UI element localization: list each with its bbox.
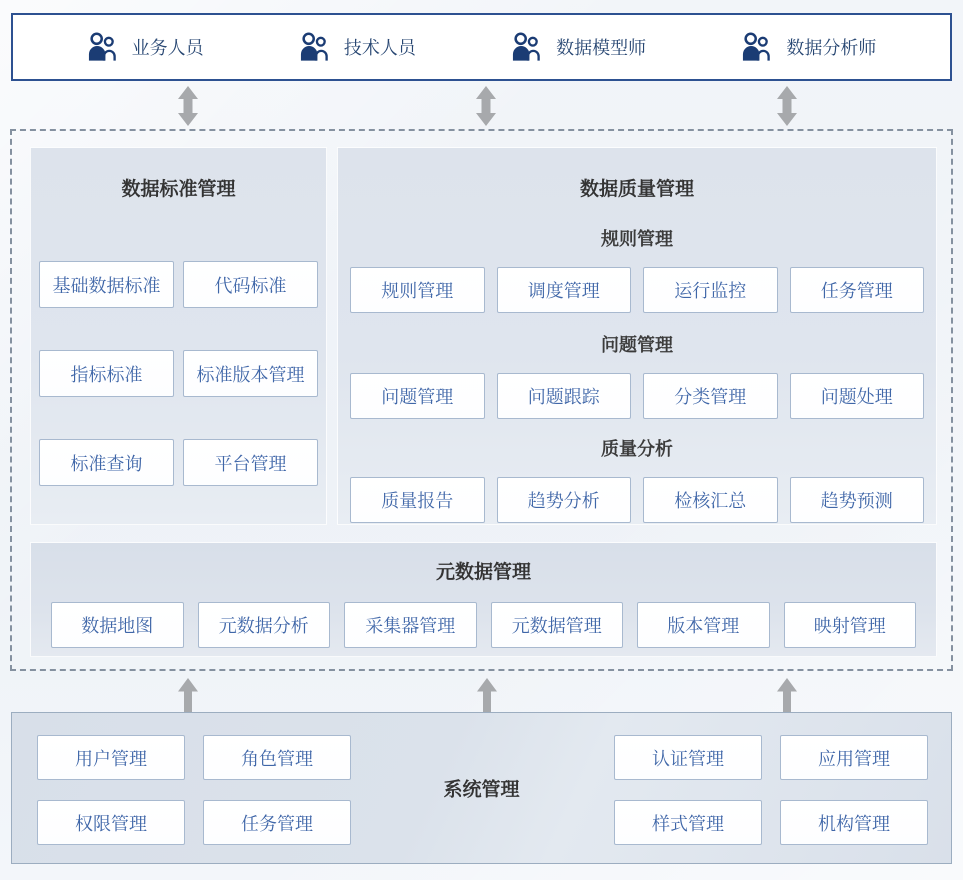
panel-metadata — [30, 542, 937, 657]
up-arrow-icon — [776, 678, 798, 712]
panel-title: 系统管理 — [443, 779, 520, 801]
role-item — [87, 31, 204, 63]
role-item — [741, 31, 876, 63]
module-button[interactable]: 平台管理 — [183, 439, 318, 486]
module-button[interactable]: 质量报告 — [350, 477, 485, 523]
module-button[interactable]: 分类管理 — [643, 373, 778, 419]
people-icon — [299, 31, 330, 63]
panel-title: 数据质量管理 — [579, 179, 694, 200]
panel-system-management — [11, 712, 952, 864]
module-button[interactable]: 任务管理 — [203, 800, 351, 845]
module-button[interactable]: 用户管理 — [37, 735, 185, 780]
role-item — [511, 31, 646, 63]
module-button[interactable]: 元数据管理 — [491, 602, 624, 648]
module-button[interactable]: 问题跟踪 — [497, 373, 632, 419]
standard-buttons-grid — [31, 261, 326, 486]
quality-issue-row — [338, 373, 936, 419]
module-button[interactable]: 趋势分析 — [497, 477, 632, 523]
module-button[interactable]: 认证管理 — [614, 735, 762, 780]
module-button[interactable]: 调度管理 — [497, 267, 632, 313]
up-arrow-icon — [177, 678, 199, 712]
role-label: 技术人员 — [343, 38, 416, 58]
module-button[interactable]: 检核汇总 — [643, 477, 778, 523]
module-button[interactable]: 标准查询 — [39, 439, 174, 486]
module-button[interactable]: 版本管理 — [637, 602, 770, 648]
people-icon — [511, 31, 542, 63]
people-icon — [87, 31, 118, 63]
module-button[interactable]: 角色管理 — [203, 735, 351, 780]
role-label: 业务人员 — [131, 38, 204, 58]
panel-data-standard — [30, 147, 327, 525]
module-button[interactable]: 问题处理 — [790, 373, 925, 419]
metadata-buttons-row — [31, 602, 936, 648]
section-title: 质量分析 — [601, 439, 673, 459]
quality-analysis-row — [338, 477, 936, 523]
module-button[interactable]: 权限管理 — [37, 800, 185, 845]
module-button[interactable]: 规则管理 — [350, 267, 485, 313]
module-button[interactable]: 数据地图 — [51, 602, 184, 648]
role-item — [299, 31, 416, 63]
module-button[interactable]: 指标标准 — [39, 350, 174, 397]
module-button[interactable]: 运行监控 — [643, 267, 778, 313]
module-button[interactable]: 采集器管理 — [344, 602, 477, 648]
system-right-buttons — [614, 735, 928, 845]
panel-title: 数据标准管理 — [121, 179, 236, 200]
section-title: 规则管理 — [601, 229, 673, 249]
people-icon — [741, 31, 772, 63]
quality-rule-row — [338, 267, 936, 313]
module-button[interactable]: 样式管理 — [614, 800, 762, 845]
module-button[interactable]: 问题管理 — [350, 373, 485, 419]
module-button[interactable]: 应用管理 — [780, 735, 928, 780]
module-button[interactable]: 元数据分析 — [198, 602, 331, 648]
module-button[interactable]: 基础数据标准 — [39, 261, 174, 308]
double-arrow-icon — [474, 86, 498, 126]
user-roles-bar — [11, 13, 952, 81]
panel-title: 元数据管理 — [435, 562, 531, 583]
module-button[interactable]: 代码标准 — [183, 261, 318, 308]
module-button[interactable]: 趋势预测 — [790, 477, 925, 523]
system-left-buttons — [37, 735, 351, 845]
double-arrow-icon — [775, 86, 799, 126]
module-button[interactable]: 映射管理 — [784, 602, 917, 648]
double-arrow-icon — [176, 86, 200, 126]
module-button[interactable]: 任务管理 — [790, 267, 925, 313]
role-label: 数据模型师 — [556, 38, 647, 58]
section-title: 问题管理 — [601, 335, 673, 355]
module-button[interactable]: 机构管理 — [780, 800, 928, 845]
panel-data-quality — [337, 147, 937, 525]
role-label: 数据分析师 — [786, 38, 877, 58]
up-arrow-icon — [476, 678, 498, 712]
module-button[interactable]: 标准版本管理 — [183, 350, 318, 397]
data-platform-container — [10, 129, 953, 671]
